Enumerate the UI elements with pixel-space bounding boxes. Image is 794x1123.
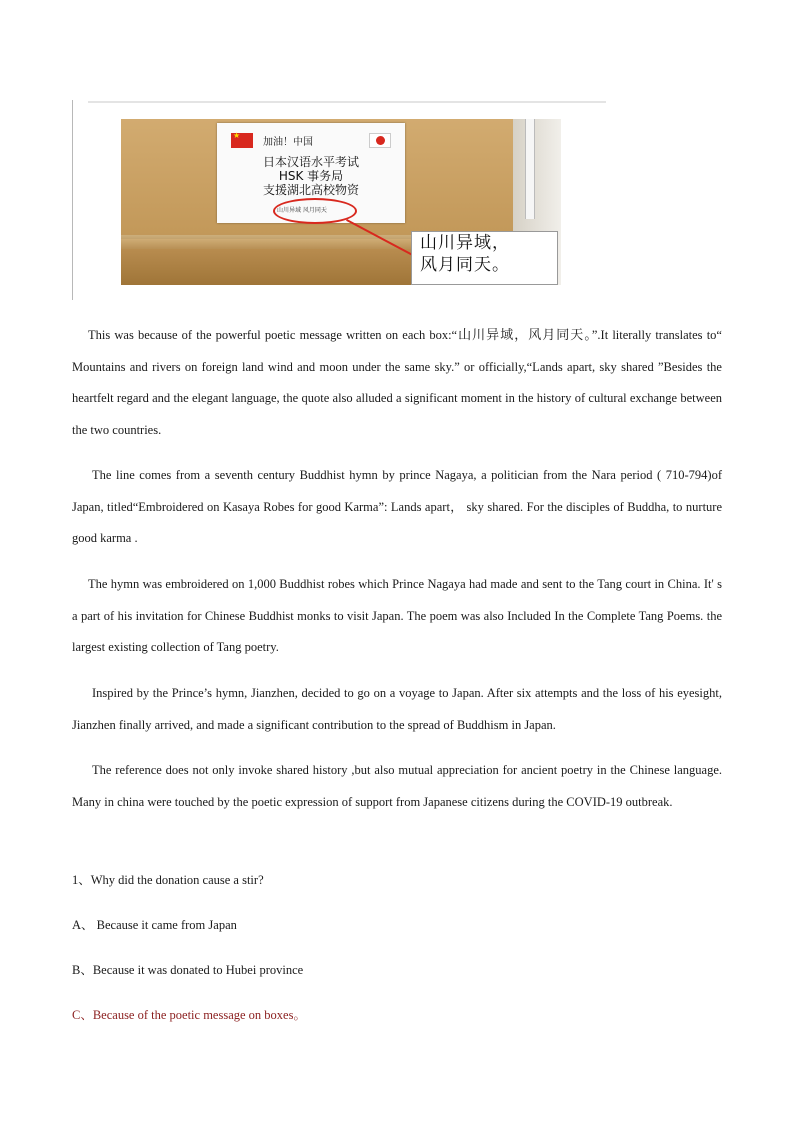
paragraph-1 <box>72 320 722 446</box>
p1-chinese-quote: 山川异域，风月同天。 <box>457 328 592 343</box>
paragraph-3 <box>72 569 722 664</box>
poem-callout-note <box>411 231 558 285</box>
china-flag-icon <box>231 133 253 148</box>
donation-box-photo <box>121 119 561 285</box>
label-line-1: 日本汉语水平考试 <box>262 155 359 169</box>
p2-text: The line comes from a seventh century Buddhist hymn by prince Nagaya, a politician from the Nara period ( 710-794)of Japan, titled“Embroidered on Kasaya Robes for good Karma”: Lands apart， sky shared. For the disciples of Buddha, to nurture good karma . <box>72 468 722 545</box>
p1-text-b: ”.It literally translates to“ Mountains and rivers on foreign land wind and moon under the same sky.” or officially,“Lands apart, sky shared ”Besides the heartfelt regard and the elegant language, the quote also alluded a significant moment in the history of cultural exchange between the two countries. <box>72 328 722 437</box>
note-line-1: 山川异域， <box>420 233 510 253</box>
label-line-2: HSK 事务局 <box>278 169 344 183</box>
paragraph-2 <box>72 460 722 555</box>
red-circle-highlight <box>273 198 357 224</box>
p3-text: The hymn was embroidered on 1,000 Buddhist robes which Prince Nagaya had made and sent to the Tang court in China. It' s a part of his invitation for Chinese Buddhist monks to visit Japan. The poem was also Included In the Complete Tang Poems. the largest existing collection of Tang poetry. <box>72 577 722 654</box>
note-line-2: 风月同天。 <box>420 255 510 275</box>
left-margin-rule <box>72 100 73 300</box>
japan-flag-icon <box>369 133 391 148</box>
top-divider <box>88 101 606 103</box>
paragraph-5 <box>72 755 722 818</box>
label-header: 加油！中国 <box>263 137 313 148</box>
option-b: B、Because it was donated to Hubei province <box>72 963 304 977</box>
label-poem-small: 山川异域 风月同天 <box>277 207 327 214</box>
option-a: A、 Because it came from Japan <box>72 918 237 932</box>
box-label <box>217 123 405 223</box>
option-c: C、Because of the poetic message on boxes。 <box>72 1008 306 1022</box>
paragraph-4 <box>72 678 722 741</box>
label-line-3: 支援湖北高校物资 <box>262 183 359 197</box>
question-stem: 1、Why did the donation cause a stir? <box>72 873 264 887</box>
p5-text: The reference does not only invoke shared history ,but also mutual appreciation for ancient poetry in the Chinese language. Many in china were touched by the poetic expression of support from Japanese citizens during the COVID-19 outbreak. <box>72 763 722 809</box>
p4-text: Inspired by the Prince’s hymn, Jianzhen, decided to go on a voyage to Japan. After six attempts and the loss of his eyesight, Jianzhen finally arrived, and made a significant contribution to the spread of Buddhism in Japan. <box>72 686 722 732</box>
p1-text-a: This was because of the powerful poetic message written on each box:“ <box>88 328 458 342</box>
